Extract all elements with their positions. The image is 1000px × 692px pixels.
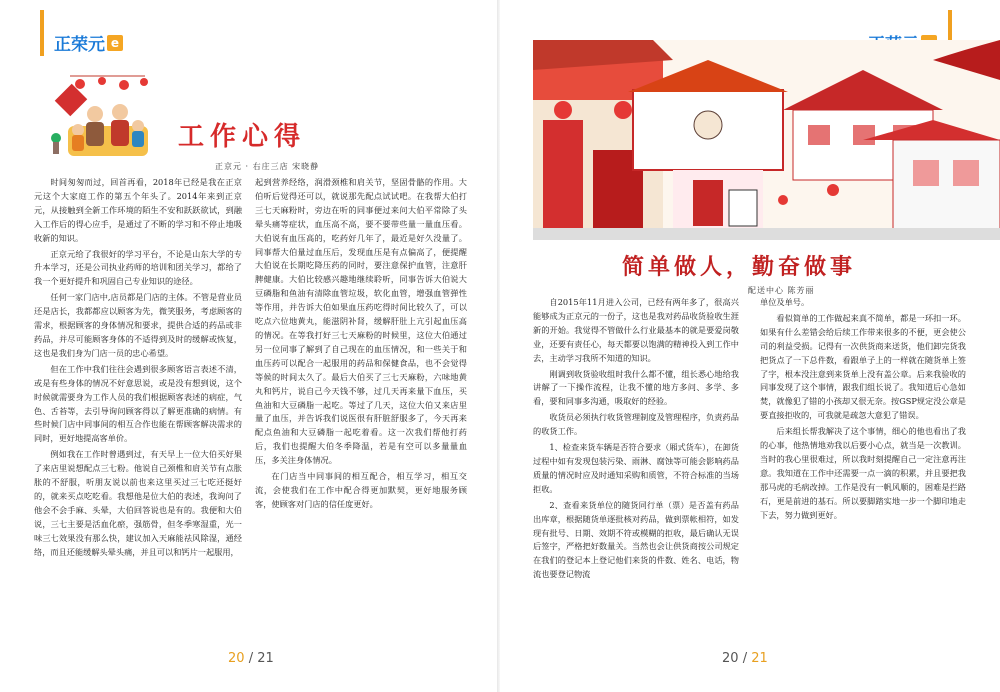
paragraph: 收货员必须执行收货管理制度及管理程序，负责药品的收货工作。	[533, 412, 739, 437]
paragraph: 后来组长帮我解决了这个事情，细心的他也看出了我的心事，他热情地劝我以后要小心点，就当是一次教训。当时的我心里很难过，所以我时刻提醒自己一定注意再注意。我知道在工作中还需要一点一滴的积累，并且要把我那马虎的毛病改掉。工作是没有一帆风顺的，困难是拦路石，更是前进的基石。所以要脚踏实地一步一个脚印地走下去，努力做到更好。	[760, 426, 966, 520]
page-sep: /	[248, 651, 254, 666]
page-current: 20	[228, 651, 245, 666]
left-page-number	[228, 651, 274, 666]
left-brand-logo	[54, 30, 123, 55]
family-illustration	[50, 68, 160, 166]
brand-mark-icon: e	[107, 35, 123, 51]
right-article-title: 简单做人，勤奋做事	[622, 255, 857, 280]
paragraph: 任何一家门店中,店员都是门店的主体。不管是营业员还是店长，我都都应以顾客为先，微笑服务，考虑顾客的需求，根据顾客的身体情况和要求，提供合适的药品或非药品，并尽可能顾客身体的不适得到及时的缓解或恢复，这也是我们身为门店一员的忠心希望。	[34, 292, 242, 358]
paragraph: 但在工作中我们往往会遇到很多顾客语言表述不清，或是有些身体的情况不好意思说，或是没有想到说，这个时候就需要身为工作人员的我们根据顾客表述的病症，气色、舌苔等，去引导询问顾客得以了解更准确的病情。有些时候门店中同事间的相互合作也能在帮顾客解决需求的同时，更好地提高客单价。	[34, 363, 242, 444]
paragraph: 自2015年11月进入公司，已经有两年多了，很高兴能够成为正京元的一份子，这也是我对药品收货验收生涯新的开始。我觉得不管做什么行业最基本的就是要爱岗敬业，还要有责任心，每天都要以饱满的精神投入到工作中去，主动学习我所不知道的知识。	[533, 297, 739, 363]
right-article-byline: 配送中心 陈芳丽	[748, 286, 815, 295]
paragraph: 看似简单的工作做起来真不简单，都是一环扣一环。如果有什么差错会给后续工作带来很多的不便，更会使公司的利益受损。记得有一次供货商来送货，他们卸完货我把货点了一下总件数，看跟单子上的一样就在随货单上签了字，根本没注意到来货单上没有盖公章。后来我验收的同事发现了这个事情，跟我们组长说了。我知道后心急如焚，就像犯了错的小孩却又很无奈。按GSP规定没公章是要直接拒收的，可我就是疏忽大意犯了错误。	[760, 312, 966, 421]
right-column-1	[533, 296, 739, 584]
page-other: 21	[257, 651, 274, 666]
right-page-number	[722, 651, 768, 666]
paragraph: 例如我在工作时曾遇到过，有天早上一位大伯买好果了来店里说想配点三七粉。他说自己颈椎和肩关节有点胀胀的不舒服，听朋友说以前也来这里买过三七吃还挺好的，就来买点吃吃看。我想他是位大伯的表述，我询问了他会不会手麻、头晕，大伯回答说也是有的。我便和大伯说，三七主要是活血化瘀，强筋骨，但冬季寒湿重，光一味三七效果没有那么快，建议加入天麻能祛风除湿，通经络，而且还能缓解头晕头痛，并且可以和钙片一起服用，	[34, 449, 242, 557]
brand-name: 正荣元	[54, 35, 105, 55]
paragraph: 起到营养经络，润滑颈椎和肩关节，坚固骨骼的作用。大伯听后觉得还可以，就说那先配点试试吧。在我帮大伯打三七天麻粉时，旁边在听的同事便过来问大伯平常除了头晕头痛等症状，血压高不高，要不要带些量一量血压看。大伯说有血压高的，吃药好几年了，最近是好久没量了。同事帮大伯量过血压后，发现血压是有点偏高了，便提醒大伯说在长期吃降压药的同时，要注意保护血管，注意肝脾健康。大伯比较感兴趣地继续聆听，同事告诉大伯说大豆磷脂和鱼油有清除血管垃圾，软化血管，增强血管弹性等作用，并告诉大伯如果血压药吃得时间比较久了，可以吃点六位地黄丸，能滋阴补肾，缓解肝肚上亢引起血压高的情况。在等我打好三七天麻粉的时候里，这位大伯通过另一位同事了解到了自己现在的血压情况，和一些关于和血压药可以配合一起服用的药品和保健食品，也不会觉得等候的时间太久了。最后大伯买了三七天麻粉，六味地黄丸和钙片，说自己今天钱不够，过几天再来量下血压，买鱼油和大豆磷脂一起吃。等过了几天，这位大伯又来店里量了血压，并告诉我们说医很有肝脏舒服多了，今天再来配点鱼油和大豆磷脂一起吃着看。这一次我们帮他打药后，我们也提醒大伯冬季降温，若是有空可以多量量血压，多关注身体情况。	[255, 177, 467, 466]
paragraph: 在门店当中同事间的相互配合，相互学习，相互交流，会使我们在工作中配合得更加默契，更好地服务顾客，使顾客对门店的信任度更好。	[255, 471, 467, 509]
right-column-2	[760, 296, 966, 525]
left-column-2	[255, 176, 467, 514]
paragraph: 1、检查来货车辆是否符合要求（厢式货车），在卸货过程中如有发现包装污染、雨淋、腐蚀等可能会影响药品质量的情况时应及时通知采购和质管，不符合标准的当场拒收。	[533, 442, 739, 494]
new-year-village-illustration	[533, 40, 1000, 240]
page-other: 20	[722, 651, 739, 666]
page-current: 21	[751, 651, 768, 666]
left-column-1	[34, 176, 242, 561]
paragraph: 单位及单号。	[760, 297, 810, 307]
left-article-byline: 正京元 · 右庄三店 宋晓静	[215, 162, 320, 171]
left-article-title: 工作心得	[178, 122, 307, 152]
page-sep: /	[742, 651, 748, 666]
paragraph: 时间匆匆而过，回首再看，2018年已经是我在正京元这个大家庭工作的第五个年头了。2014年来到正京元，从接触到全新工作环境的陌生不安和跃跃欲试，到融入工作后的得心应手，是通过了不断的学习和不停止地吸收新的知识。	[34, 177, 242, 243]
paragraph: 刚调到收货验收组时我什么都不懂，组长悉心地给我讲解了一下操作流程，让我不懂的地方多问、多学、多看，要和同事多沟通，吸取好的经验。	[533, 368, 739, 407]
paragraph: 正京元给了我很好的学习平台，不论是山东大学的专升本学习，还是公司执业药师的培训和团关学习，都给了我一个更好提升和巩固自己专业知识的途径。	[34, 248, 242, 287]
left-accent-bar	[40, 10, 44, 56]
paragraph: 2、查看来货单位的随货同行单（票）是否盖有药品出库章，根据随货单逐批核对药品，做到票帐相符，如发现有批号、日期、效期不符或模糊的拒收，最后确认无误后签字，严格把好数量关。当然也会让供货商按公司规定在我们的登记本上登记他们来货的件数、姓名、电话，物流也要登记物流	[533, 499, 739, 580]
